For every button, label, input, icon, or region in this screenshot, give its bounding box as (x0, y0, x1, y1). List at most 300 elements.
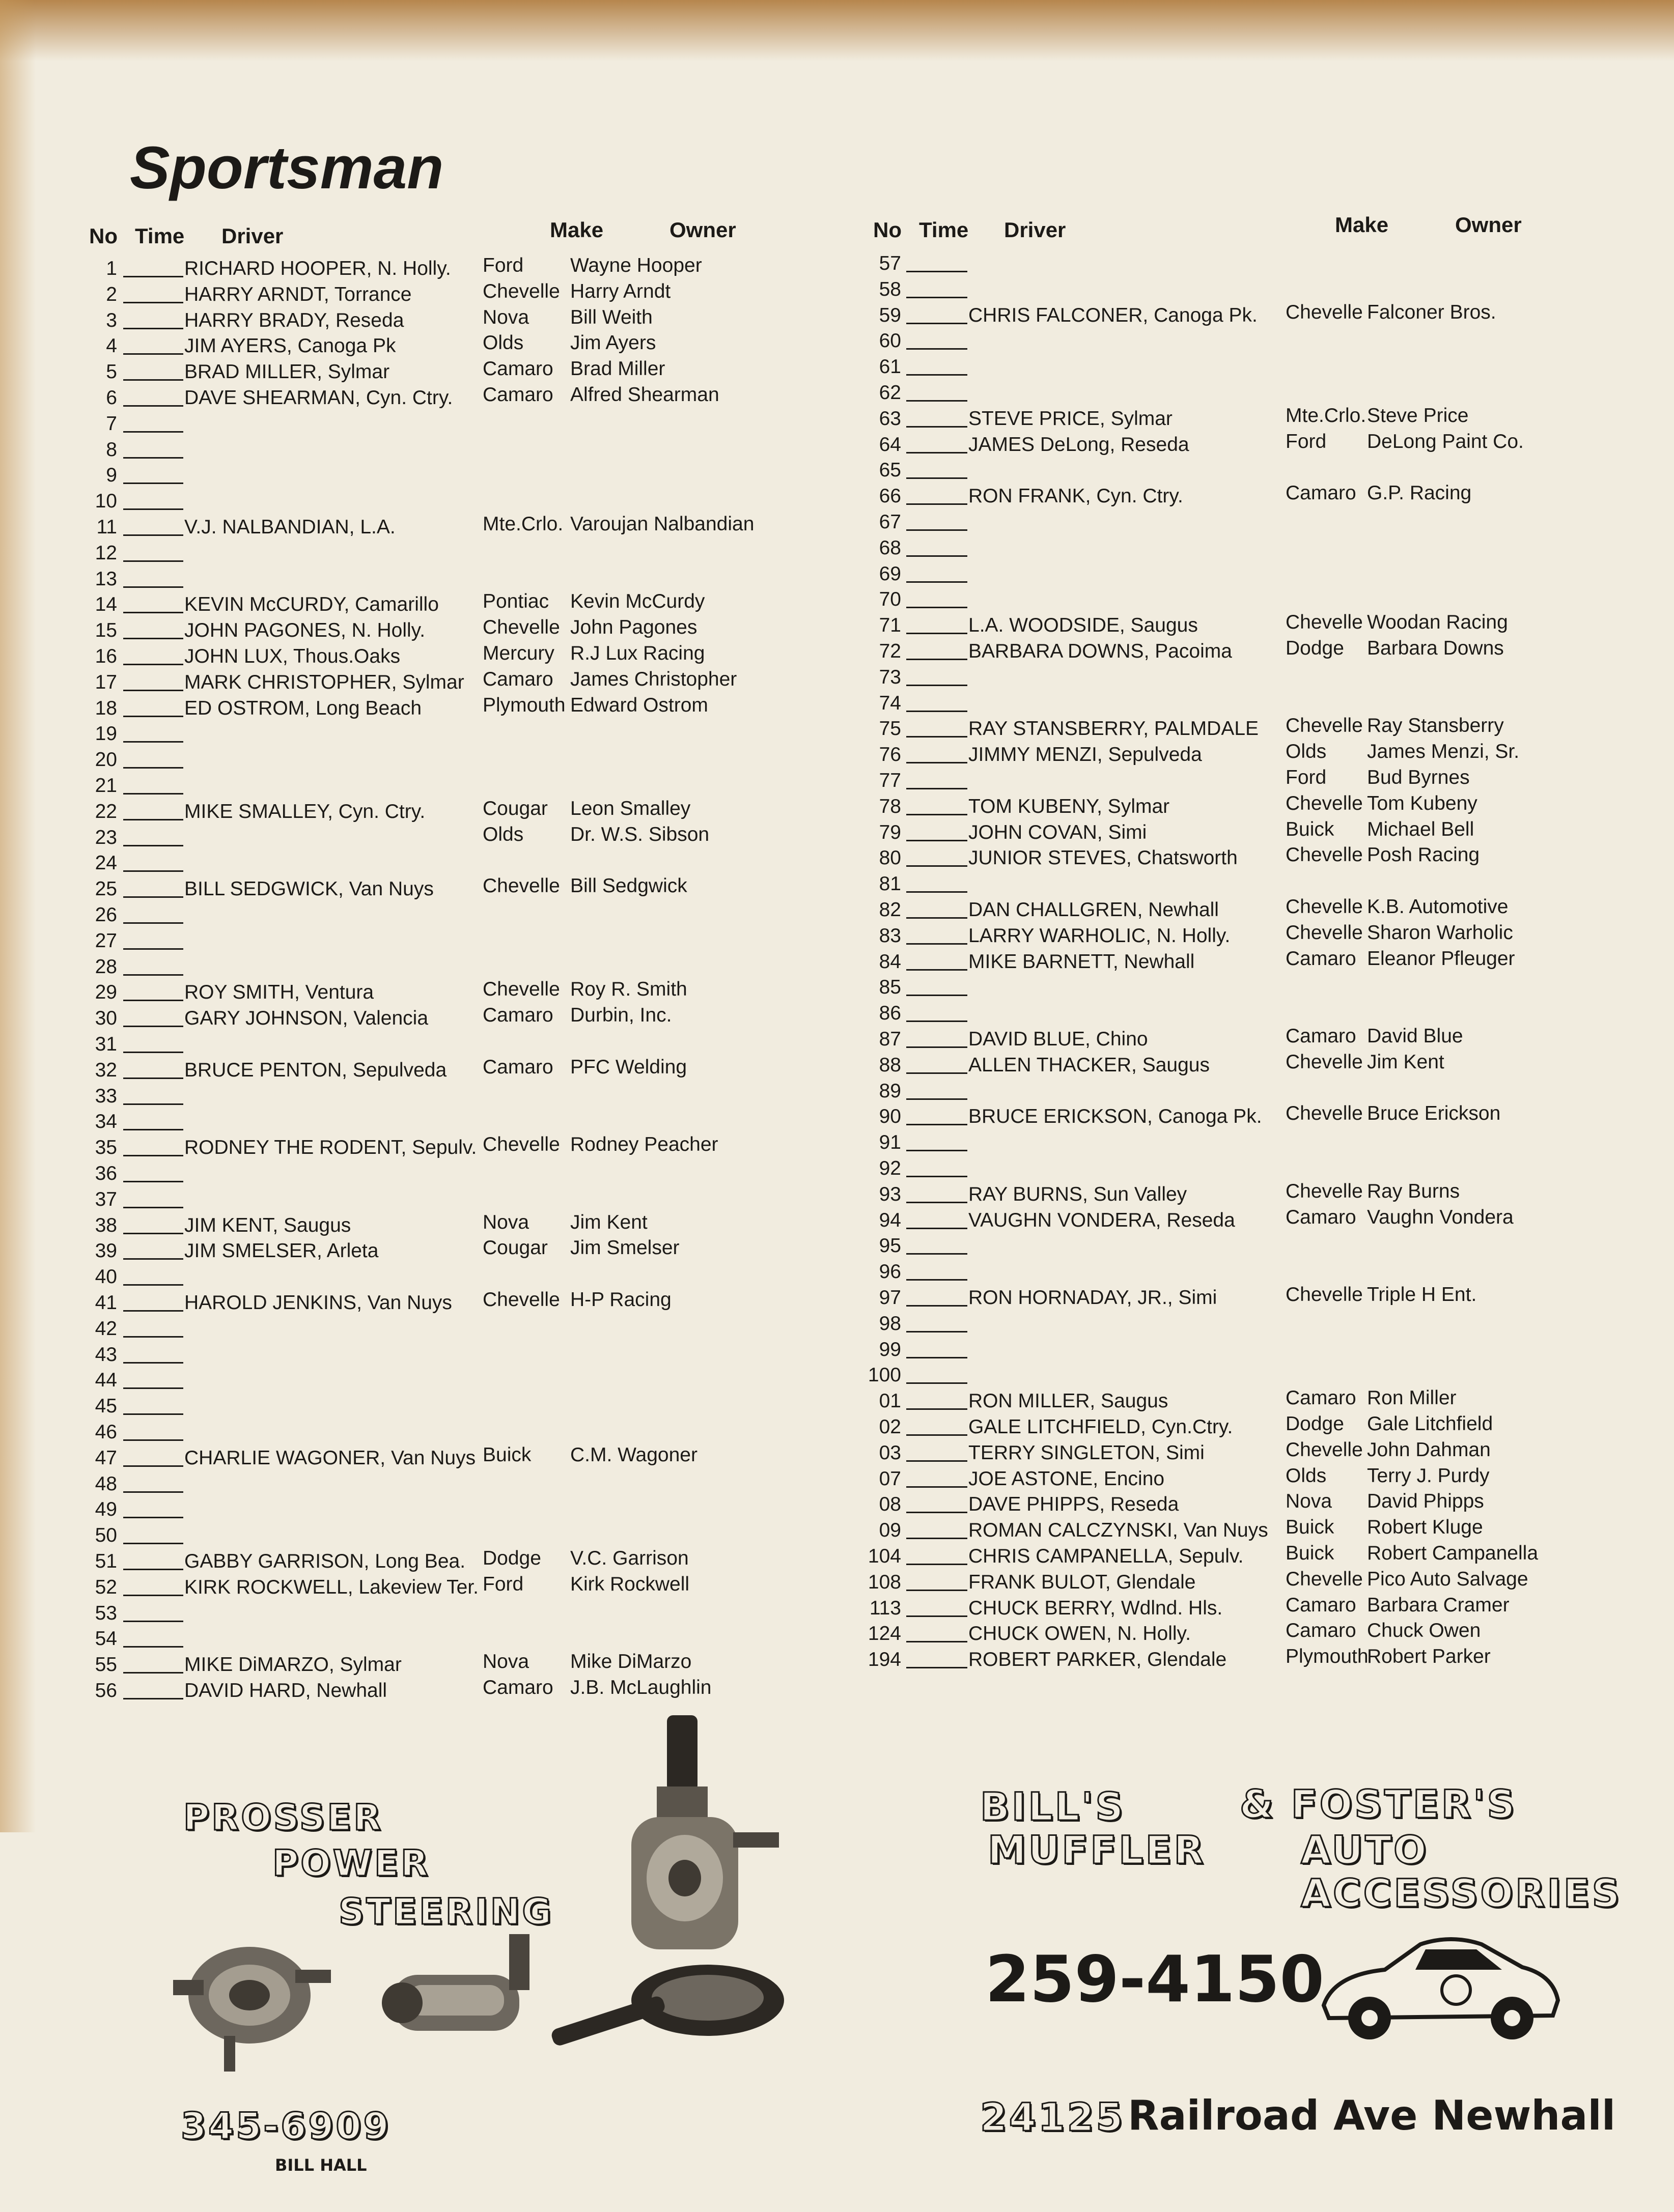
time-blank (906, 1597, 967, 1617)
entry-row (61, 749, 855, 775)
time-blank (123, 930, 183, 950)
car-owner: Brad Miller (570, 358, 665, 380)
entry-row (61, 1421, 855, 1447)
time-blank (906, 1313, 967, 1332)
car-number: 59 (879, 304, 901, 326)
time-blank (123, 723, 183, 743)
car-owner: Roy R. Smith (570, 978, 687, 1001)
time-blank (123, 258, 183, 277)
car-number: 46 (95, 1421, 117, 1443)
car-number: 28 (95, 955, 117, 978)
time-blank (123, 645, 183, 665)
driver-name: CHRIS FALCONER, Canoga Pk. (968, 304, 1258, 326)
car-make: Chevelle (1286, 1438, 1363, 1461)
time-blank (123, 749, 183, 769)
header-driver-right: Driver (1004, 218, 1066, 242)
car-make: Buick (1286, 1542, 1334, 1564)
time-blank (906, 1390, 967, 1410)
time-blank (123, 1369, 183, 1389)
entry-row (61, 930, 855, 956)
car-number: 17 (95, 671, 117, 693)
entry-row (845, 1542, 1639, 1571)
time-blank (123, 1188, 183, 1208)
time-blank (123, 1266, 183, 1286)
entry-row (845, 1339, 1639, 1365)
time-blank (123, 1007, 183, 1027)
ad-right-address-number: 24125 (980, 2094, 1125, 2140)
ad-left-phone: 345-6909 (181, 2105, 391, 2147)
car-make: Chevelle (1286, 1051, 1363, 1073)
entry-row (61, 1211, 855, 1240)
driver-name: MIKE DiMARZO, Sylmar (184, 1654, 402, 1676)
entry-row (845, 844, 1639, 873)
car-number: 54 (95, 1628, 117, 1650)
driver-name: GABBY GARRISON, Long Bea. (184, 1550, 466, 1572)
car-owner: Pico Auto Salvage (1367, 1568, 1528, 1590)
time-blank (123, 1292, 183, 1312)
driver-name: L.A. WOODSIDE, Saugus (968, 614, 1198, 637)
entry-row (61, 723, 855, 749)
entry-row (61, 668, 855, 697)
car-make: Nova (483, 306, 529, 328)
driver-name: JIM AYERS, Canoga Pk (184, 335, 396, 357)
car-number: 16 (95, 645, 117, 667)
car-number: 20 (95, 749, 117, 771)
driver-name: ALLEN THACKER, Saugus (968, 1054, 1210, 1076)
entry-row (61, 1443, 855, 1473)
time-blank (906, 511, 967, 531)
page-stain-left (0, 0, 36, 1832)
entry-row (845, 1284, 1639, 1313)
driver-name: RON FRANK, Cyn. Ctry. (968, 485, 1183, 507)
car-owner: Varoujan Nalbandian (570, 513, 755, 535)
car-make: Camaro (1286, 947, 1356, 970)
car-make: Camaro (1286, 1620, 1356, 1642)
time-blank (123, 1654, 183, 1674)
car-owner: J.B. McLaughlin (570, 1677, 712, 1698)
car-owner: H-P Racing (570, 1289, 672, 1311)
car-number: 43 (95, 1343, 117, 1366)
ad-right-line1b: & FOSTER'S (1240, 1781, 1517, 1827)
time-blank (123, 1524, 183, 1544)
driver-name: KEVIN McCURDY, Camarillo (184, 593, 439, 616)
car-owner: G.P. Racing (1367, 482, 1472, 504)
driver-name: ROBERT PARKER, Glendale (968, 1649, 1227, 1671)
car-owner: Kevin McCurdy (570, 590, 705, 613)
car-number: 1 (106, 258, 117, 279)
car-number: 45 (95, 1395, 117, 1417)
driver-name: BARBARA DOWNS, Pacoima (968, 640, 1232, 662)
car-owner: Woodan Racing (1367, 611, 1508, 634)
car-owner: Durbin, Inc. (570, 1004, 672, 1027)
entry-row (61, 464, 855, 490)
header-make-right: Make (1335, 213, 1389, 237)
header-time-right: Time (919, 218, 969, 242)
car-number: 19 (95, 723, 117, 745)
time-blank (123, 801, 183, 820)
time-blank (123, 309, 183, 329)
car-number: 66 (879, 485, 901, 507)
car-owner: Robert Parker (1367, 1646, 1491, 1668)
driver-name: DAVID HARD, Newhall (184, 1680, 387, 1701)
entry-row (845, 873, 1639, 899)
car-make: Camaro (483, 1004, 553, 1027)
entry-row (61, 568, 855, 594)
car-make: Chevelle (483, 875, 560, 897)
entry-row (845, 459, 1639, 485)
time-blank (906, 614, 967, 634)
car-number: 92 (879, 1157, 901, 1179)
car-owner: James Christopher (570, 668, 737, 690)
header-no-right: No (873, 218, 902, 242)
car-number: 83 (879, 924, 901, 947)
entry-row (845, 947, 1639, 977)
entry-row (61, 1651, 855, 1680)
ad-left-line1: PROSSER (183, 1797, 383, 1838)
steering-gearbox-illustration (540, 1715, 804, 2072)
entry-row (61, 1133, 855, 1162)
car-make: Chevelle (483, 1289, 560, 1311)
entry-row (845, 792, 1639, 821)
car-owner: Posh Racing (1367, 844, 1480, 866)
car-number: 71 (879, 614, 901, 637)
car-make: Chevelle (483, 1133, 560, 1156)
driver-name: DAVE SHEARMAN, Cyn. Ctry. (184, 387, 453, 409)
car-number: 10 (95, 490, 117, 513)
time-blank (906, 1519, 967, 1539)
car-number: 25 (95, 878, 117, 900)
car-number: 69 (879, 562, 901, 585)
entry-row (61, 875, 855, 904)
car-owner: Dr. W.S. Sibson (570, 823, 710, 845)
entry-row (845, 430, 1639, 460)
car-number: 31 (95, 1033, 117, 1055)
driver-name: BRUCE ERICKSON, Canoga Pk. (968, 1105, 1262, 1128)
car-make: Olds (1286, 741, 1327, 763)
time-blank (906, 563, 967, 583)
time-blank (906, 847, 967, 867)
driver-name: MIKE SMALLEY, Cyn. Ctry. (184, 800, 426, 823)
time-blank (906, 796, 967, 815)
entry-row (845, 818, 1639, 847)
car-number: 40 (95, 1266, 117, 1288)
entry-row (61, 642, 855, 671)
car-make: Chevelle (1286, 1568, 1363, 1590)
car-make: Buick (483, 1443, 532, 1466)
car-number: 18 (95, 697, 117, 719)
car-number: 72 (879, 640, 901, 662)
time-blank (906, 1649, 967, 1668)
driver-name: HARRY BRADY, Reseda (184, 309, 404, 331)
car-owner: PFC Welding (570, 1056, 687, 1078)
ad-right-address-street: Railroad Ave Newhall (1128, 2092, 1616, 2139)
car-make: Chevelle (483, 978, 560, 1001)
entry-row (61, 513, 855, 542)
car-number: 29 (95, 981, 117, 1004)
car-owner: Falconer Bros. (1367, 301, 1496, 323)
time-blank (123, 1498, 183, 1518)
car-number: 15 (95, 619, 117, 642)
car-number: 194 (868, 1649, 901, 1671)
entry-row (845, 1261, 1639, 1287)
entry-row (845, 1180, 1639, 1209)
driver-name: JAMES DeLong, Reseda (968, 433, 1189, 456)
time-blank (906, 1183, 967, 1203)
car-make: Buick (1286, 1516, 1334, 1539)
time-blank (123, 956, 183, 976)
entry-row (61, 1318, 855, 1344)
entry-row (61, 904, 855, 930)
car-number: 80 (879, 847, 901, 869)
time-blank (906, 1623, 967, 1642)
car-number: 77 (879, 770, 901, 791)
car-number: 23 (95, 826, 117, 848)
car-number: 51 (95, 1550, 117, 1572)
car-make: Cougar (483, 1237, 548, 1259)
entry-row (61, 1602, 855, 1628)
driver-name: ED OSTROM, Long Beach (184, 697, 422, 719)
car-number: 44 (95, 1369, 117, 1392)
car-owner: Michael Bell (1367, 818, 1474, 840)
car-owner: John Dahman (1367, 1438, 1491, 1461)
entry-row (845, 563, 1639, 589)
time-blank (123, 542, 183, 562)
entry-row (61, 254, 855, 283)
car-number: 85 (879, 976, 901, 999)
steering-pump-illustration (153, 1919, 346, 2082)
time-blank (906, 1028, 967, 1048)
time-blank (906, 356, 967, 376)
car-number: 14 (95, 593, 117, 616)
car-number: 104 (868, 1545, 901, 1567)
driver-name: JIM KENT, Saugus (184, 1214, 351, 1236)
time-blank (906, 1468, 967, 1488)
time-blank (906, 382, 967, 402)
car-owner: Steve Price (1367, 404, 1469, 427)
time-blank (906, 459, 967, 479)
entry-row (845, 1157, 1639, 1183)
entry-row (61, 280, 855, 309)
driver-name: BRAD MILLER, Sylmar (184, 361, 390, 383)
car-number: 35 (95, 1137, 117, 1159)
car-owner: Vaughn Vondera (1367, 1206, 1514, 1228)
entry-row (61, 1498, 855, 1524)
time-blank (906, 770, 967, 789)
entry-row (61, 1628, 855, 1654)
time-blank (906, 744, 967, 763)
time-blank (906, 252, 967, 272)
car-make: Nova (483, 1211, 529, 1233)
entry-row (61, 439, 855, 465)
car-number: 87 (879, 1028, 901, 1050)
car-make: Nova (1286, 1490, 1332, 1513)
car-make: Chevelle (1286, 1180, 1363, 1202)
driver-name: V.J. NALBANDIAN, L.A. (184, 516, 396, 538)
car-owner: Edward Ostrom (570, 694, 708, 716)
car-owner: David Blue (1367, 1025, 1463, 1047)
driver-name: LARRY WARHOLIC, N. Holly. (968, 924, 1231, 947)
car-number: 97 (879, 1287, 901, 1309)
car-number: 02 (879, 1416, 901, 1438)
car-number: 22 (95, 800, 117, 823)
car-owner: James Menzi, Sr. (1367, 741, 1520, 763)
entry-row (61, 1677, 855, 1706)
car-owner: Bill Weith (570, 306, 653, 328)
car-make: Plymouth (483, 694, 566, 716)
driver-name: HAROLD JENKINS, Van Nuys (184, 1292, 452, 1314)
entry-row (61, 1573, 855, 1602)
driver-name: CHARLIE WAGONER, Van Nuys (184, 1447, 476, 1469)
time-blank (906, 1209, 967, 1229)
car-number: 33 (95, 1085, 117, 1107)
entry-row (61, 1162, 855, 1188)
car-number: 52 (95, 1576, 117, 1598)
car-make: Camaro (483, 358, 553, 380)
car-number: 82 (879, 899, 901, 921)
entry-row (845, 1438, 1639, 1468)
time-blank (906, 1493, 967, 1513)
time-blank (906, 304, 967, 324)
entry-row (61, 852, 855, 878)
entry-row (845, 1516, 1639, 1545)
car-make: Ford (1286, 767, 1327, 788)
car-owner: Ray Stansberry (1367, 715, 1504, 737)
driver-name: RON MILLER, Saugus (968, 1390, 1168, 1412)
time-blank (123, 981, 183, 1001)
car-make: Buick (1286, 818, 1334, 840)
car-owner: Robert Kluge (1367, 1516, 1483, 1539)
time-blank (123, 1059, 183, 1079)
car-make: Olds (483, 332, 524, 354)
car-owner: Triple H Ent. (1367, 1284, 1477, 1306)
car-number: 4 (106, 335, 117, 357)
time-blank (123, 1680, 183, 1699)
car-make: Camaro (1286, 482, 1356, 504)
time-blank (906, 821, 967, 841)
entry-row (845, 1568, 1639, 1597)
ad-left-line3: STEERING (339, 1891, 553, 1933)
time-blank (906, 1442, 967, 1462)
time-blank (123, 1214, 183, 1234)
driver-name: RICHARD HOOPER, N. Holly. (184, 258, 451, 279)
time-blank (906, 278, 967, 298)
car-make: Chevelle (483, 616, 560, 639)
car-number: 76 (879, 744, 901, 766)
car-number: 73 (879, 666, 901, 688)
driver-name: STEVE PRICE, Sylmar (968, 407, 1173, 430)
car-owner: K.B. Automotive (1367, 896, 1509, 918)
car-number: 93 (879, 1183, 901, 1205)
entry-row (845, 482, 1639, 511)
car-make: Mte.Crlo. (483, 513, 564, 535)
car-make: Camaro (483, 1677, 553, 1698)
car-number: 98 (879, 1312, 901, 1335)
car-number: 124 (868, 1623, 901, 1645)
entry-row (61, 590, 855, 619)
car-owner: Jim Kent (1367, 1051, 1444, 1073)
car-owner: Bill Sedgwick (570, 875, 687, 897)
entry-row (61, 332, 855, 361)
car-number: 70 (879, 588, 901, 611)
car-make: Chevelle (483, 280, 560, 302)
car-number: 81 (879, 873, 901, 895)
entry-row (845, 1646, 1639, 1675)
time-blank (906, 1287, 967, 1307)
car-make: Mte.Crlo. (1286, 404, 1366, 427)
entry-row (845, 1206, 1639, 1235)
car-owner: Gale Litchfield (1367, 1413, 1493, 1435)
driver-name: JOHN LUX, Thous.Oaks (184, 645, 401, 667)
car-owner: Leon Smalley (570, 797, 691, 819)
car-owner: Harry Arndt (570, 280, 671, 302)
time-blank (123, 283, 183, 303)
time-blank (906, 1235, 967, 1255)
entry-row (61, 1547, 855, 1576)
header-driver: Driver (221, 224, 284, 248)
time-blank (123, 619, 183, 639)
car-make: Chevelle (1286, 611, 1363, 634)
car-owner: Jim Smelser (570, 1237, 680, 1259)
time-blank (123, 697, 183, 717)
time-blank (123, 516, 183, 536)
time-blank (906, 1416, 967, 1436)
entry-row (845, 1235, 1639, 1261)
driver-name: ROMAN CALCZYNSKI, Van Nuys (968, 1519, 1268, 1542)
page-title: Sportsman (130, 134, 444, 202)
driver-name: TERRY SINGLETON, Simi (968, 1441, 1205, 1464)
time-blank (906, 640, 967, 660)
car-owner: Sharon Warholic (1367, 921, 1513, 944)
car-number: 41 (95, 1292, 117, 1314)
time-blank (123, 568, 183, 588)
car-number: 8 (106, 438, 117, 461)
driver-name: CHUCK OWEN, N. Holly. (968, 1623, 1191, 1645)
time-blank (906, 976, 967, 996)
car-number: 21 (95, 775, 117, 797)
car-number: 89 (879, 1080, 901, 1102)
time-blank (123, 335, 183, 355)
time-blank (906, 951, 967, 971)
car-number: 55 (95, 1654, 117, 1676)
car-number: 3 (106, 309, 117, 331)
header-owner: Owner (669, 218, 736, 242)
time-blank (906, 485, 967, 505)
driver-name: JIMMY MENZI, Sepulveda (968, 744, 1202, 766)
ad-left-contact: BILL HALL (275, 2156, 367, 2175)
car-make: Olds (1286, 1464, 1327, 1487)
car-number: 09 (879, 1519, 901, 1542)
driver-name: BILL SEDGWICK, Van Nuys (184, 878, 434, 900)
time-blank (906, 408, 967, 428)
car-number: 60 (879, 330, 901, 352)
entry-row (845, 1490, 1639, 1519)
time-blank (906, 1571, 967, 1591)
entry-row (61, 1266, 855, 1292)
time-blank (123, 1395, 183, 1415)
ad-right-phone: 259-4150 (985, 1942, 1324, 2017)
ad-right-line2b: AUTO (1301, 1827, 1429, 1873)
header-make: Make (550, 218, 604, 242)
car-owner: Chuck Owen (1367, 1620, 1481, 1642)
entry-row (845, 1051, 1639, 1080)
car-number: 99 (879, 1338, 901, 1360)
car-owner: Eleanor Pfleuger (1367, 947, 1515, 970)
time-blank (123, 1085, 183, 1105)
time-blank (906, 899, 967, 919)
car-number: 58 (879, 278, 901, 300)
entry-row (61, 694, 855, 723)
time-blank (123, 490, 183, 510)
